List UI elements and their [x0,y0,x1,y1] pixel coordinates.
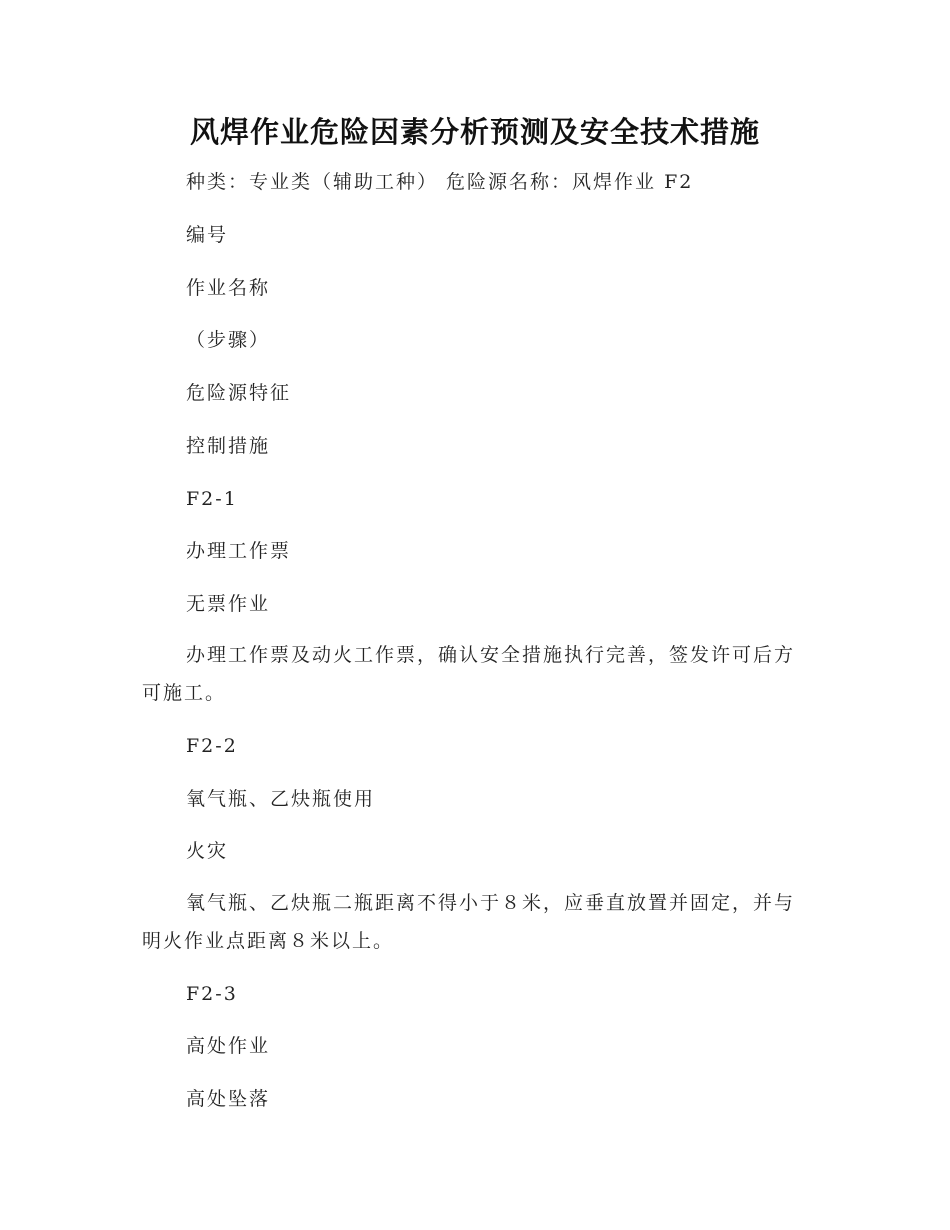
item-job: 氧气瓶、乙炔瓶使用 [186,788,376,810]
header-steps: （步骤） [186,329,271,351]
meta-line: 种类：专业类（辅助工种） 危险源名称：风焊作业 F2 [186,171,694,193]
item-hazard: 火灾 [186,840,229,862]
item-code: F2-3 [186,983,238,1005]
item-job: 办理工作票 [186,540,292,562]
item-code: F2-2 [186,735,238,757]
item-measure: 氧气瓶、乙炔瓶二瓶距离不得小于８米，应垂直放置并固定，并与明火作业点距离８米以上。 [142,892,796,952]
header-job-name: 作业名称 [186,277,271,299]
item-code: F2-1 [186,488,238,510]
item-hazard: 高处坠落 [186,1088,271,1110]
header-hazard-features: 危险源特征 [186,382,292,404]
header-control-measures: 控制措施 [186,435,271,457]
document-title: 风焊作业危险因素分析预测及安全技术措施 [189,115,760,149]
item-job: 高处作业 [186,1035,271,1057]
header-number: 编号 [186,224,229,246]
item-measure: 办理工作票及动火工作票，确认安全措施执行完善，签发许可后方可施工。 [142,644,796,704]
item-hazard: 无票作业 [186,593,271,615]
